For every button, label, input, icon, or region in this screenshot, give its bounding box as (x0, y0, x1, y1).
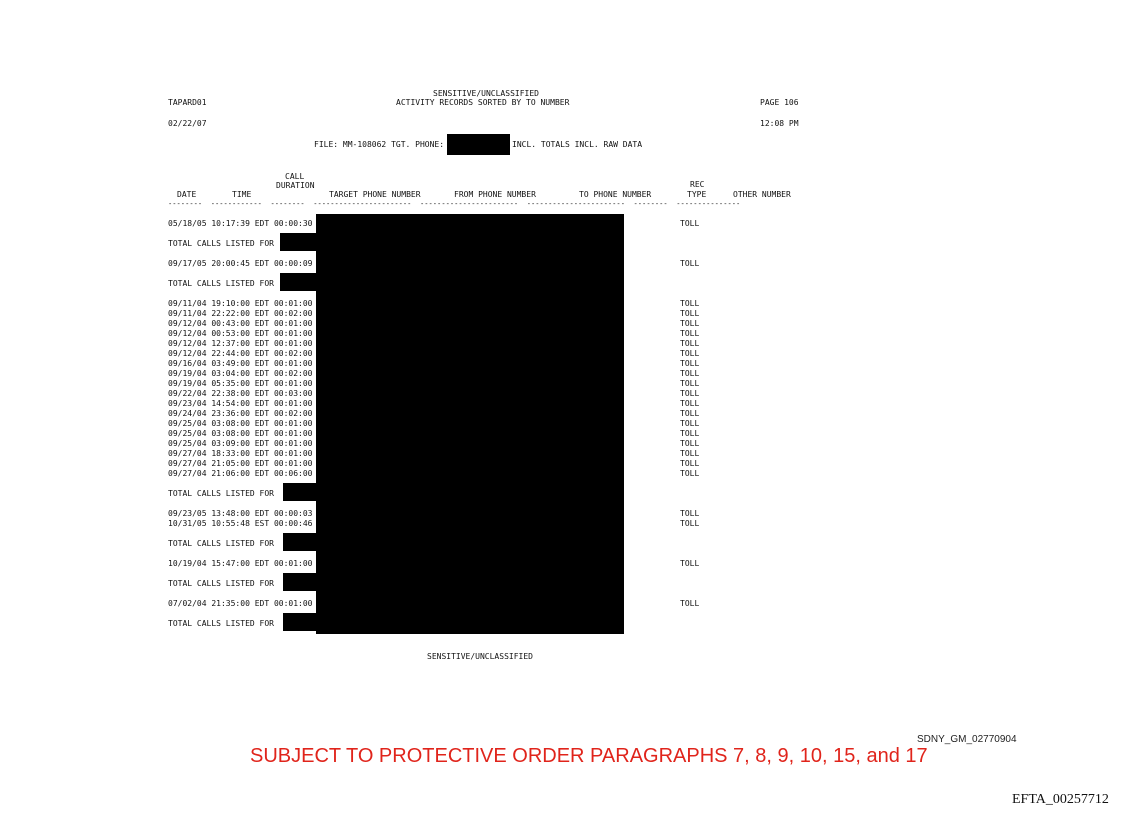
record-row: 09/17/05 20:00:45 EDT 00:00:09 (168, 259, 313, 268)
record-type: TOLL (680, 359, 700, 368)
col-type: TYPE (687, 190, 707, 199)
record-type: TOLL (680, 259, 700, 268)
record-row: 10/19/04 15:47:00 EDT 00:01:00 (168, 559, 313, 568)
record-type: TOLL (680, 379, 700, 388)
redaction-total-number (283, 573, 319, 591)
report-title: ACTIVITY RECORDS SORTED BY TO NUMBER (396, 98, 570, 107)
report-date: 02/22/07 (168, 119, 207, 128)
col-duration: DURATION (276, 181, 315, 190)
record-type: TOLL (680, 339, 700, 348)
page-number: PAGE 106 (760, 98, 799, 107)
redaction-total-number (283, 533, 319, 551)
record-type: TOLL (680, 439, 700, 448)
record-type: TOLL (680, 299, 700, 308)
record-type: TOLL (680, 449, 700, 458)
report-id: TAPARD01 (168, 98, 207, 107)
header-dashes: -------- ------------ -------- ----------------------- ----------------------- ----------------------- -------- --------------- (168, 199, 741, 208)
total-calls-line: TOTAL CALLS LISTED FOR (168, 579, 274, 588)
record-type: TOLL (680, 599, 700, 608)
footer-classification: SENSITIVE/UNCLASSIFIED (427, 652, 533, 661)
record-type: TOLL (680, 509, 700, 518)
record-row: 09/27/04 21:05:00 EDT 00:01:00 (168, 459, 313, 468)
record-row: 07/02/04 21:35:00 EDT 00:01:00 (168, 599, 313, 608)
bates-number: SDNY_GM_02770904 (917, 734, 1017, 745)
col-rec: REC (690, 180, 705, 189)
record-type: TOLL (680, 329, 700, 338)
record-type: TOLL (680, 319, 700, 328)
col-other: OTHER NUMBER (733, 190, 791, 199)
total-calls-line: TOTAL CALLS LISTED FOR (168, 619, 274, 628)
record-type: TOLL (680, 219, 700, 228)
redaction-total-number (280, 273, 316, 291)
redaction-target-phone (447, 134, 510, 155)
col-to: TO PHONE NUMBER (579, 190, 652, 199)
record-row: 09/24/04 23:36:00 EDT 00:02:00 (168, 409, 313, 418)
total-calls-line: TOTAL CALLS LISTED FOR (168, 239, 274, 248)
record-row: 09/19/04 05:35:00 EDT 00:01:00 (168, 379, 313, 388)
record-type: TOLL (680, 369, 700, 378)
record-row: 09/11/04 22:22:00 EDT 00:02:00 (168, 309, 313, 318)
record-row: 09/23/05 13:48:00 EDT 00:00:03 (168, 509, 313, 518)
redaction-phone-columns (316, 214, 624, 634)
record-type: TOLL (680, 419, 700, 428)
redaction-total-number (280, 233, 316, 251)
record-row: 09/12/04 00:53:00 EDT 00:01:00 (168, 329, 313, 338)
col-from: FROM PHONE NUMBER (454, 190, 536, 199)
record-type: TOLL (680, 399, 700, 408)
record-type: TOLL (680, 349, 700, 358)
file-line-prefix: FILE: MM-108062 TGT. PHONE: (314, 140, 445, 149)
record-type: TOLL (680, 559, 700, 568)
record-row: 09/25/04 03:08:00 EDT 00:01:00 (168, 419, 313, 428)
record-row: 09/27/04 18:33:00 EDT 00:01:00 (168, 449, 313, 458)
total-calls-line: TOTAL CALLS LISTED FOR (168, 279, 274, 288)
report-time: 12:08 PM (760, 119, 799, 128)
record-row: 10/31/05 10:55:48 EST 00:00:46 (168, 519, 313, 528)
file-line-suffix: INCL. TOTALS INCL. RAW DATA (512, 140, 643, 149)
record-type: TOLL (680, 519, 700, 528)
redaction-total-number (283, 483, 319, 501)
record-row: 09/12/04 12:37:00 EDT 00:01:00 (168, 339, 313, 348)
record-row: 09/25/04 03:09:00 EDT 00:01:00 (168, 439, 313, 448)
col-call: CALL (285, 172, 305, 181)
total-calls-line: TOTAL CALLS LISTED FOR (168, 539, 274, 548)
col-date: DATE (177, 190, 197, 199)
record-type: TOLL (680, 429, 700, 438)
col-time: TIME (232, 190, 252, 199)
record-row: 09/11/04 19:10:00 EDT 00:01:00 (168, 299, 313, 308)
record-type: TOLL (680, 389, 700, 398)
record-row: 09/12/04 00:43:00 EDT 00:01:00 (168, 319, 313, 328)
record-row: 05/18/05 10:17:39 EDT 00:00:30 (168, 219, 313, 228)
record-row: 09/19/04 03:04:00 EDT 00:02:00 (168, 369, 313, 378)
record-type: TOLL (680, 459, 700, 468)
record-row: 09/25/04 03:08:00 EDT 00:01:00 (168, 429, 313, 438)
redaction-total-number (283, 613, 319, 631)
record-row: 09/12/04 22:44:00 EDT 00:02:00 (168, 349, 313, 358)
header-classification: SENSITIVE/UNCLASSIFIED (433, 89, 539, 98)
record-row: 09/23/04 14:54:00 EDT 00:01:00 (168, 399, 313, 408)
record-row: 09/22/04 22:38:00 EDT 00:03:00 (168, 389, 313, 398)
total-calls-line: TOTAL CALLS LISTED FOR (168, 489, 274, 498)
record-row: 09/27/04 21:06:00 EDT 00:06:00 (168, 469, 313, 478)
col-target: TARGET PHONE NUMBER (329, 190, 421, 199)
record-type: TOLL (680, 309, 700, 318)
record-type: TOLL (680, 409, 700, 418)
record-type: TOLL (680, 469, 700, 478)
efta-number: EFTA_00257712 (1012, 792, 1109, 807)
protective-order-notice: SUBJECT TO PROTECTIVE ORDER PARAGRAPHS 7, 8, 9, 10, 15, and 17 (250, 745, 928, 767)
record-row: 09/16/04 03:49:00 EDT 00:01:00 (168, 359, 313, 368)
